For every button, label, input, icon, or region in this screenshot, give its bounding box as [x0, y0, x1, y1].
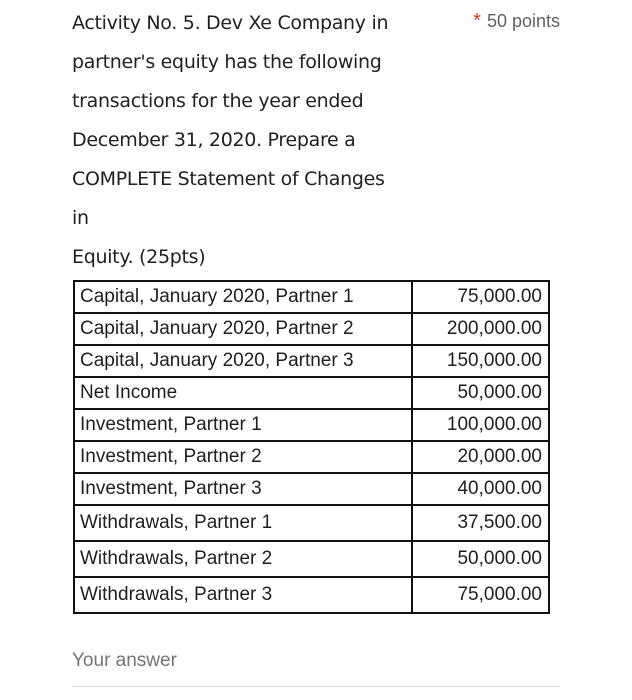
- row-label: Withdrawals, Partner 3: [74, 577, 412, 613]
- answer-input[interactable]: Your answer: [72, 650, 177, 671]
- row-amount: 37,500.00: [412, 505, 549, 541]
- points-label: 50 points: [486, 11, 560, 31]
- question-line: December 31, 2020. Prepare a: [72, 129, 356, 151]
- question-line: Activity No. 5. Dev Xe Company in: [72, 12, 389, 34]
- table-row: [74, 505, 549, 541]
- row-label: Withdrawals, Partner 2: [74, 541, 412, 577]
- row-label: Investment, Partner 1: [74, 409, 412, 441]
- row-label: Capital, January 2020, Partner 2: [74, 313, 412, 345]
- answer-underline: [72, 686, 560, 687]
- row-label: Capital, January 2020, Partner 3: [74, 345, 412, 377]
- row-amount: 40,000.00: [412, 473, 549, 505]
- table-row: [74, 345, 549, 377]
- row-label: Withdrawals, Partner 1: [74, 505, 412, 541]
- question-line: COMPLETE Statement of Changes in: [72, 168, 385, 229]
- row-label: Capital, January 2020, Partner 1: [74, 281, 412, 313]
- required-asterisk: *: [473, 10, 481, 32]
- row-amount: 150,000.00: [412, 345, 549, 377]
- row-amount: 20,000.00: [412, 441, 549, 473]
- row-amount: 100,000.00: [412, 409, 549, 441]
- row-amount: 50,000.00: [412, 377, 549, 409]
- question-line: partner's equity has the following: [72, 51, 382, 73]
- table-row: [74, 409, 549, 441]
- transactions-table: [73, 280, 550, 614]
- row-amount: 50,000.00: [412, 541, 549, 577]
- row-amount: 75,000.00: [412, 577, 549, 613]
- table-row: [74, 377, 549, 409]
- question-text: [72, 4, 402, 277]
- row-amount: 200,000.00: [412, 313, 549, 345]
- table-row: [74, 577, 549, 613]
- table-row: [74, 441, 549, 473]
- points-indicator: [473, 10, 560, 33]
- question-line: transactions for the year ended: [72, 90, 364, 112]
- row-label: Investment, Partner 2: [74, 441, 412, 473]
- table-row: [74, 473, 549, 505]
- table-row: [74, 313, 549, 345]
- row-label: Net Income: [74, 377, 412, 409]
- question-line: Equity. (25pts): [72, 246, 206, 268]
- row-amount: 75,000.00: [412, 281, 549, 313]
- table-row: [74, 541, 549, 577]
- row-label: Investment, Partner 3: [74, 473, 412, 505]
- table-row: [74, 281, 549, 313]
